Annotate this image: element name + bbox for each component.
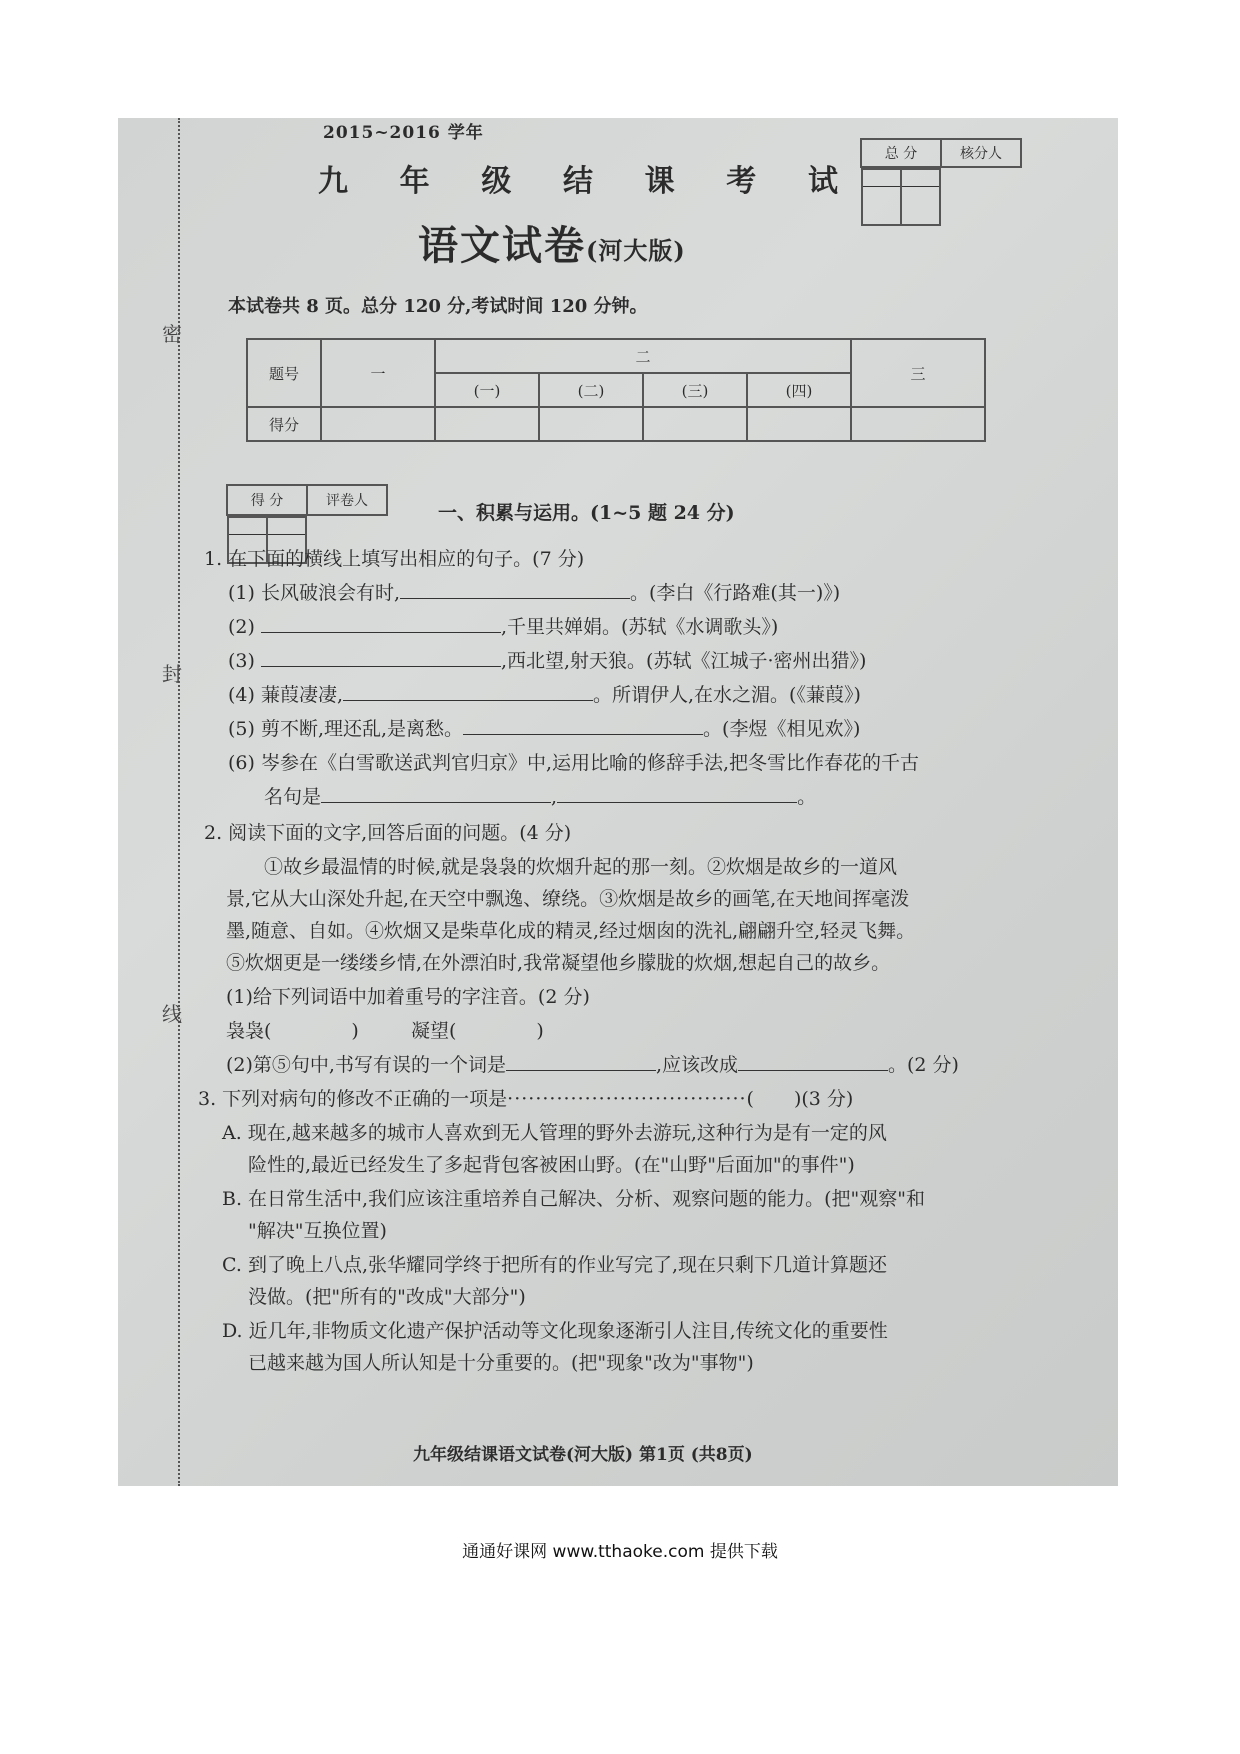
q3-score: )(3 分) [793, 1088, 854, 1110]
exam-photo [118, 118, 1118, 1486]
answer-blank[interactable] [261, 614, 501, 633]
subtitle-char: 年 [399, 164, 430, 199]
q2-word: ) [351, 1020, 359, 1042]
q3-option-d-cont: 已越来越为国人所认知是十分重要的。(把"现象"改为"事物") [248, 1352, 754, 1374]
section-one-heading: 一、积累与运用。(1~5 题 24 分) [438, 502, 735, 524]
q2-pinyin-items [226, 1016, 544, 1043]
section-score-box [226, 484, 388, 539]
answer-blank[interactable] [506, 1052, 656, 1071]
answer-blank[interactable] [557, 784, 797, 803]
score-cell [851, 407, 985, 441]
subtitle-char: 级 [481, 164, 512, 199]
q2-stem: 2. 阅读下面的文字,回答后面的问题。(4 分) [204, 822, 572, 844]
subtitle-char: 结 [562, 164, 593, 199]
exam-subtitle [318, 156, 838, 200]
q2-sub1: (1)给下列词语中加着重号的字注音。(2 分) [226, 986, 590, 1008]
q2-sub2-text: ,应该改成 [655, 1054, 739, 1076]
binding-char-line: 线 [162, 1002, 182, 1026]
q2-sub2-text: (2)第⑤句中,书写有误的一个词是 [226, 1054, 506, 1076]
answer-blank[interactable] [463, 716, 703, 735]
answer-blank[interactable] [271, 1019, 351, 1037]
sub-col-2: (二) [539, 373, 643, 407]
q3-stem-text: 3. 下列对病句的修改不正确的一项是 [198, 1088, 508, 1110]
score-cell [643, 407, 747, 441]
q3-option-d: D. 近几年,非物质文化遗产保护活动等文化现象逐渐引人注目,传统文化的重要性 [222, 1320, 888, 1342]
page-footer: 九年级结课语文试卷(河大版) 第1页 (共8页) [413, 1445, 753, 1465]
answer-blank[interactable] [456, 1019, 536, 1037]
section-score-label: 得 分 [227, 485, 307, 515]
q1-item-1 [228, 578, 840, 605]
col-part-two: 二 [435, 339, 851, 373]
q3-option-c-cont: 没做。(把"所有的"改成"大部分") [248, 1286, 526, 1308]
q1-item-5 [228, 714, 860, 741]
sub-col-1: (一) [435, 373, 539, 407]
score-cell [539, 407, 643, 441]
q2-word: 凝望( [410, 1020, 457, 1042]
section-grader-label: 评卷人 [307, 485, 387, 515]
school-year: 2015~2016 学年 [323, 123, 484, 143]
q3-paren: ( [746, 1088, 754, 1110]
q1-item-text: (5) 剪不断,理还乱,是离愁。 [228, 718, 464, 740]
q1-item-text: , [551, 786, 558, 808]
q1-item-text: 。(李白《行路难(其一)》) [630, 582, 841, 604]
q1-item-text: 名句是 [264, 786, 322, 808]
q1-item-4 [228, 680, 861, 707]
q3-option-a-cont: 险性的,最近已经发生了多起背包客被困山野。(在"山野"后面加"的事件") [248, 1154, 855, 1176]
q2-word: 袅袅( [226, 1020, 272, 1042]
sub-col-4: (四) [747, 373, 851, 407]
q3-option-b: B. 在日常生活中,我们应该注重培养自己解决、分析、观察问题的能力。(把"观察"和 [222, 1188, 925, 1210]
subtitle-char: 考 [726, 164, 757, 199]
total-score-label: 总 分 [861, 139, 941, 167]
q1-item-text: ,西北望,射天狼。(苏轼《江城子·密州出猎》) [500, 650, 867, 672]
q1-item-text: (3) [228, 650, 255, 672]
row-label-score: 得分 [247, 407, 321, 441]
q2-passage-line: ①故乡最温情的时候,就是袅袅的炊烟升起的那一刻。②炊烟是故乡的一道风 [264, 856, 898, 878]
score-cell [321, 407, 435, 441]
q1-item-text: (1) 长风破浪会有时, [228, 582, 400, 604]
q3-option-a: A. 现在,越来越多的城市人喜欢到无人管理的野外去游玩,这种行为是有一定的风 [222, 1122, 887, 1144]
download-credit: 通通好课网 www.tthaoke.com 提供下载 [462, 1542, 778, 1562]
score-cell [435, 407, 539, 441]
q3-option-c: C. 到了晚上八点,张华耀同学终于把所有的作业写完了,现在只剩下几道计算题还 [222, 1254, 888, 1276]
q1-item-text: 。所谓伊人,在水之湄。(《蒹葭》) [593, 684, 861, 706]
q1-item-text: 。(李煜《相见欢》) [703, 718, 861, 740]
q1-item-2 [228, 612, 778, 639]
subtitle-char: 课 [644, 164, 675, 199]
subtitle-char: 试 [807, 164, 838, 199]
edition-text: (河大版) [586, 236, 686, 265]
col-part-one: 一 [321, 339, 435, 407]
title-text: 语文试卷 [418, 222, 586, 269]
score-cell [747, 407, 851, 441]
q3-option-b-cont: "解决"互换位置) [248, 1220, 387, 1242]
q2-word: ) [536, 1020, 544, 1042]
q1-item-3 [228, 646, 866, 673]
q2-sub2 [226, 1050, 959, 1077]
exam-title [418, 214, 686, 271]
answer-blank[interactable] [321, 784, 551, 803]
answer-blank[interactable] [738, 1052, 888, 1071]
q1-item-text: (2) [228, 616, 255, 638]
answer-blank[interactable] [400, 580, 630, 599]
answer-blank[interactable] [261, 648, 501, 667]
total-score-box [860, 138, 1022, 191]
q1-item-6-line2 [264, 782, 816, 809]
row-label-number: 题号 [247, 339, 321, 407]
score-table [246, 338, 986, 442]
exam-info: 本试卷共 8 页。总分 120 分,考试时间 120 分钟。 [228, 296, 648, 317]
q1-item-text: (4) 蒹葭凄凄, [228, 684, 343, 706]
answer-blank[interactable] [343, 682, 593, 701]
score-checker-cell [901, 169, 940, 225]
q3-stem: 3. 下列对病句的修改不正确的一项是··································( )(3 分) [198, 1088, 854, 1110]
subtitle-char: 九 [318, 164, 348, 199]
q1-item-text: 。 [797, 786, 817, 808]
sub-col-3: (三) [643, 373, 747, 407]
q2-sub2-text: 。(2 分) [888, 1054, 959, 1076]
total-score-cell [862, 169, 901, 225]
answer-blank[interactable] [754, 1087, 794, 1105]
q2-passage-line: 墨,随意、自如。④炊烟又是柴草化成的精灵,经过烟囱的洗礼,翩翩升空,轻灵飞舞。 [226, 920, 916, 942]
q1-stem: 1. 在下面的横线上填写出相应的句子。(7 分) [204, 548, 585, 570]
q1-item-text: ,千里共婵娟。(苏轼《水调歌头》) [500, 616, 779, 638]
binding-char-close: 封 [162, 662, 182, 686]
q2-passage-line: 景,它从大山深处升起,在天空中飘逸、缭绕。③炊烟是故乡的画笔,在天地间挥毫泼 [226, 888, 910, 910]
q2-passage-line: ⑤炊烟更是一缕缕乡情,在外漂泊时,我常凝望他乡朦胧的炊烟,想起自己的故乡。 [226, 952, 891, 974]
binding-char-seal: 密 [162, 322, 182, 346]
score-checker-label: 核分人 [941, 139, 1021, 167]
col-part-three: 三 [851, 339, 985, 407]
q1-item-6-line1: (6) 岑参在《白雪歌送武判官归京》中,运用比喻的修辞手法,把冬雪比作春花的千古 [228, 752, 920, 774]
